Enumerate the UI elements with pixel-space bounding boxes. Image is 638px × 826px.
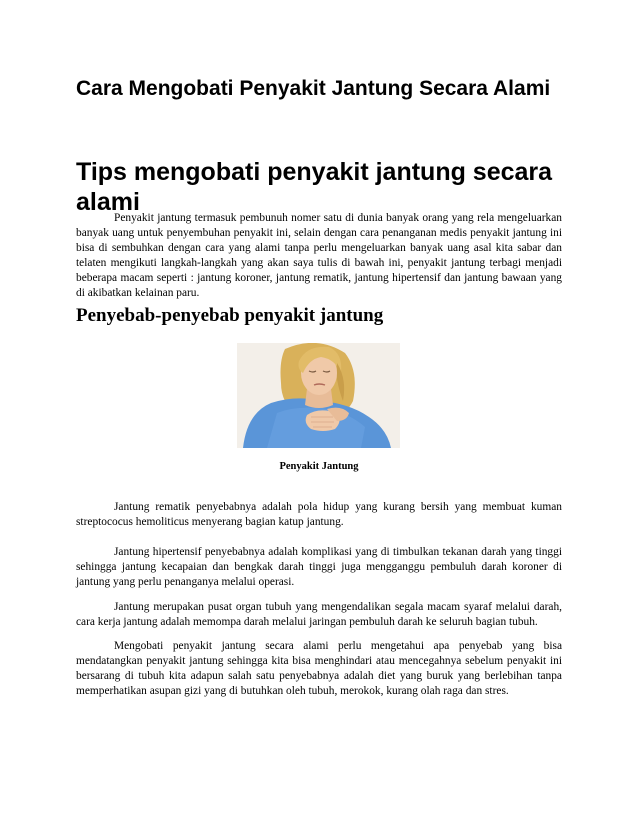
page-title: Cara Mengobati Penyakit Jantung Secara Alami	[76, 77, 551, 100]
intro-paragraph: Penyakit jantung termasuk pembunuh nomer satu di dunia banyak orang yang rela mengeluarkan banyak uang untuk penyembuhan penyakit ini, selain dengan cara penanganan medis penyakit jantung ini bisa di sembuhkan dengan cara yang alami tanpa perlu mengeluarkan banyak uang asal kita sabar dan telaten mengikuti langkah-langkah yang akan saya tulis di bawah ini, penyakit jantung terbagi menjadi beberapa macam seperti : jantung koroner, jantung rematik, jantung hipertensif dan jantung bawaan yang di akibatkan kelainan paru.	[76, 212, 562, 299]
paragraph-mengobati: Mengobati penyakit jantung secara alami perlu mengetahui apa penyebab yang bisa mendatangkan penyakit jantung sehingga kita bisa menghindari atau mencegahnya sebelum penyakit ini bersarang di tubuh kita adapun salah satu penyebabnya adalah diet yang buruk yang berlebihan tanpa memperhatikan asupan gizi yang di butuhkan oleh tubuh, merokok, kurang olah raga dan stres.	[76, 640, 562, 697]
paragraph-jantung-organ: Jantung merupakan pusat organ tubuh yang mengendalikan segala macam syaraf melalui darah, cara kerja jantung adalah memompa darah melalui jaringan pembuluh darah ke seluruh bagian tubuh.	[76, 601, 562, 628]
section-heading: Penyebab-penyebab penyakit jantung	[76, 305, 384, 326]
paragraph-rematik: Jantung rematik penyebabnya adalah pola hidup yang kurang bersih yang membuat kuman streptococus hemoliticus menyerang bagian katup jantung.	[76, 501, 562, 528]
woman-holding-chest-photo	[237, 343, 400, 448]
article-subtitle: Tips mengobati penyakit jantung secara alami	[76, 158, 553, 216]
image-caption: Penyakit Jantung	[279, 461, 359, 472]
paragraph-hipertensif: Jantung hipertensif penyebabnya adalah komplikasi yang di timbulkan tekanan darah yang tinggi sehingga jantung kecapaian dan bengkak darah tinggi juga mengganggu pembuluh darah koroner di jantung yang perlu penanganya melalui operasi.	[76, 546, 562, 588]
